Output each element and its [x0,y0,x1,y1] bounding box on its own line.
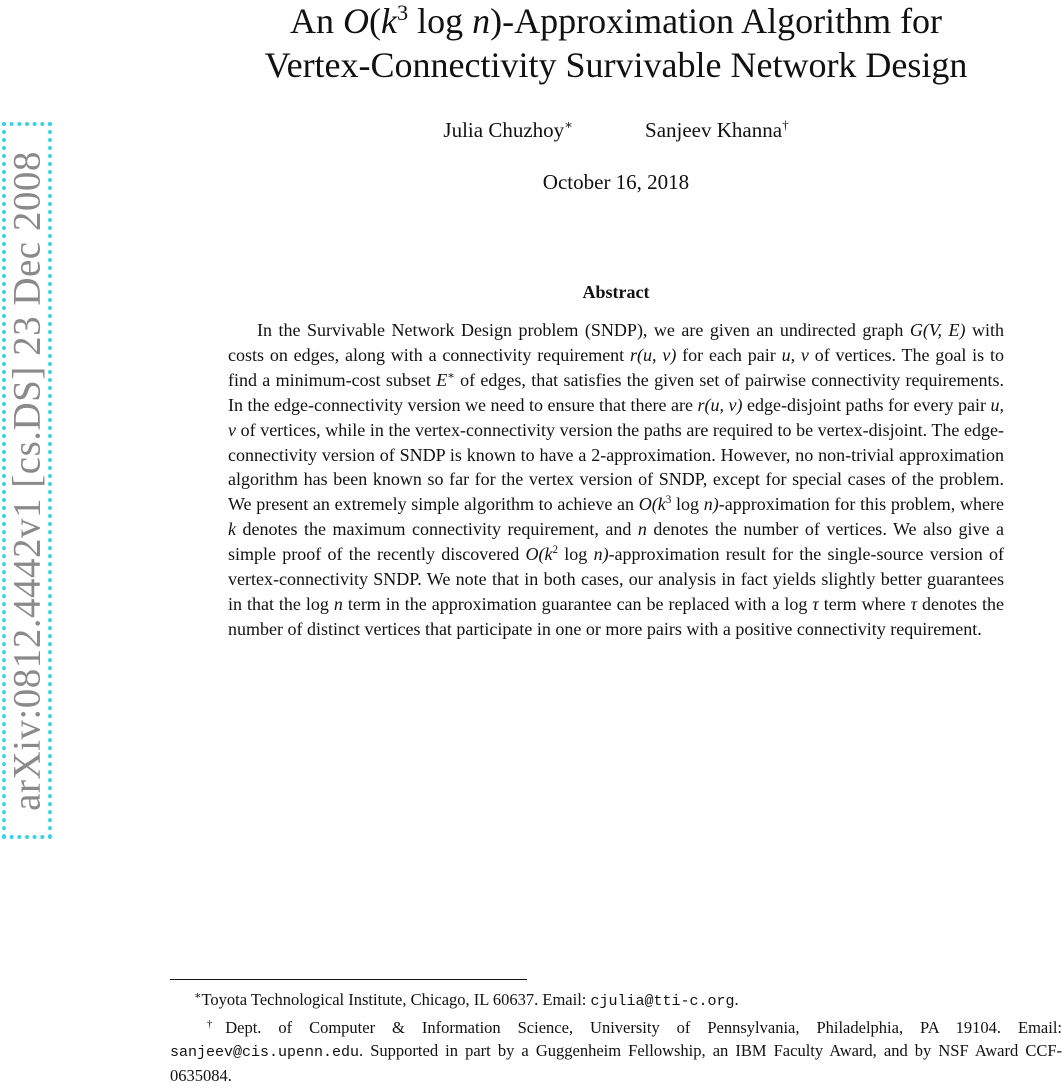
email-link-chuzhoy[interactable]: cjulia@tti-c.org [590,993,735,1010]
paper-title-line-2: Vertex-Connectivity Survivable Network Design [264,45,968,85]
footnote-rule [170,979,527,980]
footnote-2: †Dept. of Computer & Information Science, University of Pennsylvania, Philadelphia, PA 19104. Email: sanjeev@cis.upenn.edu. Supported in part by a Guggenheim Fellowship, an IBM Faculty Award, and by NSF Award CCF-0635084. [170,1018,1062,1085]
author-khanna: Sanjeev Khanna† [645,117,789,142]
email-link-khanna[interactable]: sanjeev@cis.upenn.edu [170,1044,360,1061]
author-list [170,118,1062,143]
arxiv-id: arXiv:0812.4442v1 [cs.DS] 23 Dec 2008 [5,150,49,811]
abstract-body: In the Survivable Network Design problem (SNDP), we are given an undirected graph G(V, E) with costs on edges, along with a connectivity requirement r(u, v) for each pair u, v of vertices. The goal is to find a minimum-cost subset E∗ of edges, that satisfies the given set of pairwise connectivity requirements. In the edge-connectivity version we need to ensure that there are r(u, v) edge-disjoint paths for every pair u, v of vertices, while in the vertex-connectivity version the paths are required to be vertex-disjoint. The edge-connectivity version of SNDP is known to have a 2-approximation. However, no non-trivial approximation algorithm has been known so far for the vertex version of SNDP, except for special cases of the problem. We present an extremely simple algorithm to achieve an $O(k^3$ log n)-approximation for this problem, where k denotes the maximum connectivity requirement, and n denotes the number of vertices. We also give a simple proof of the recently discovered $O(k^2$ log n)-approximation result for the single-source version of vertex-connectivity SNDP. We note that in both cases, our analysis in fact yields slightly better guarantees in that the log n term in the approximation guarantee can be replaced with a log τ term where τ denotes the number of distinct vertices that participate in one or more pairs with a positive connectivity requirement. [228,320,1005,639]
author-chuzhoy: Julia Chuzhoy∗ [443,117,574,142]
footnote-1: ∗Toyota Technological Institute, Chicago, IL 60637. Email: cjulia@tti-c.org. [194,990,739,1010]
arxiv-stamp [4,122,50,839]
paper-title-line-1: An $O(k^3$ log n)-Approximation Algorithm for [289,0,943,41]
abstract-heading: Abstract [582,282,650,302]
paper-date: October 16, 2018 [542,170,690,194]
